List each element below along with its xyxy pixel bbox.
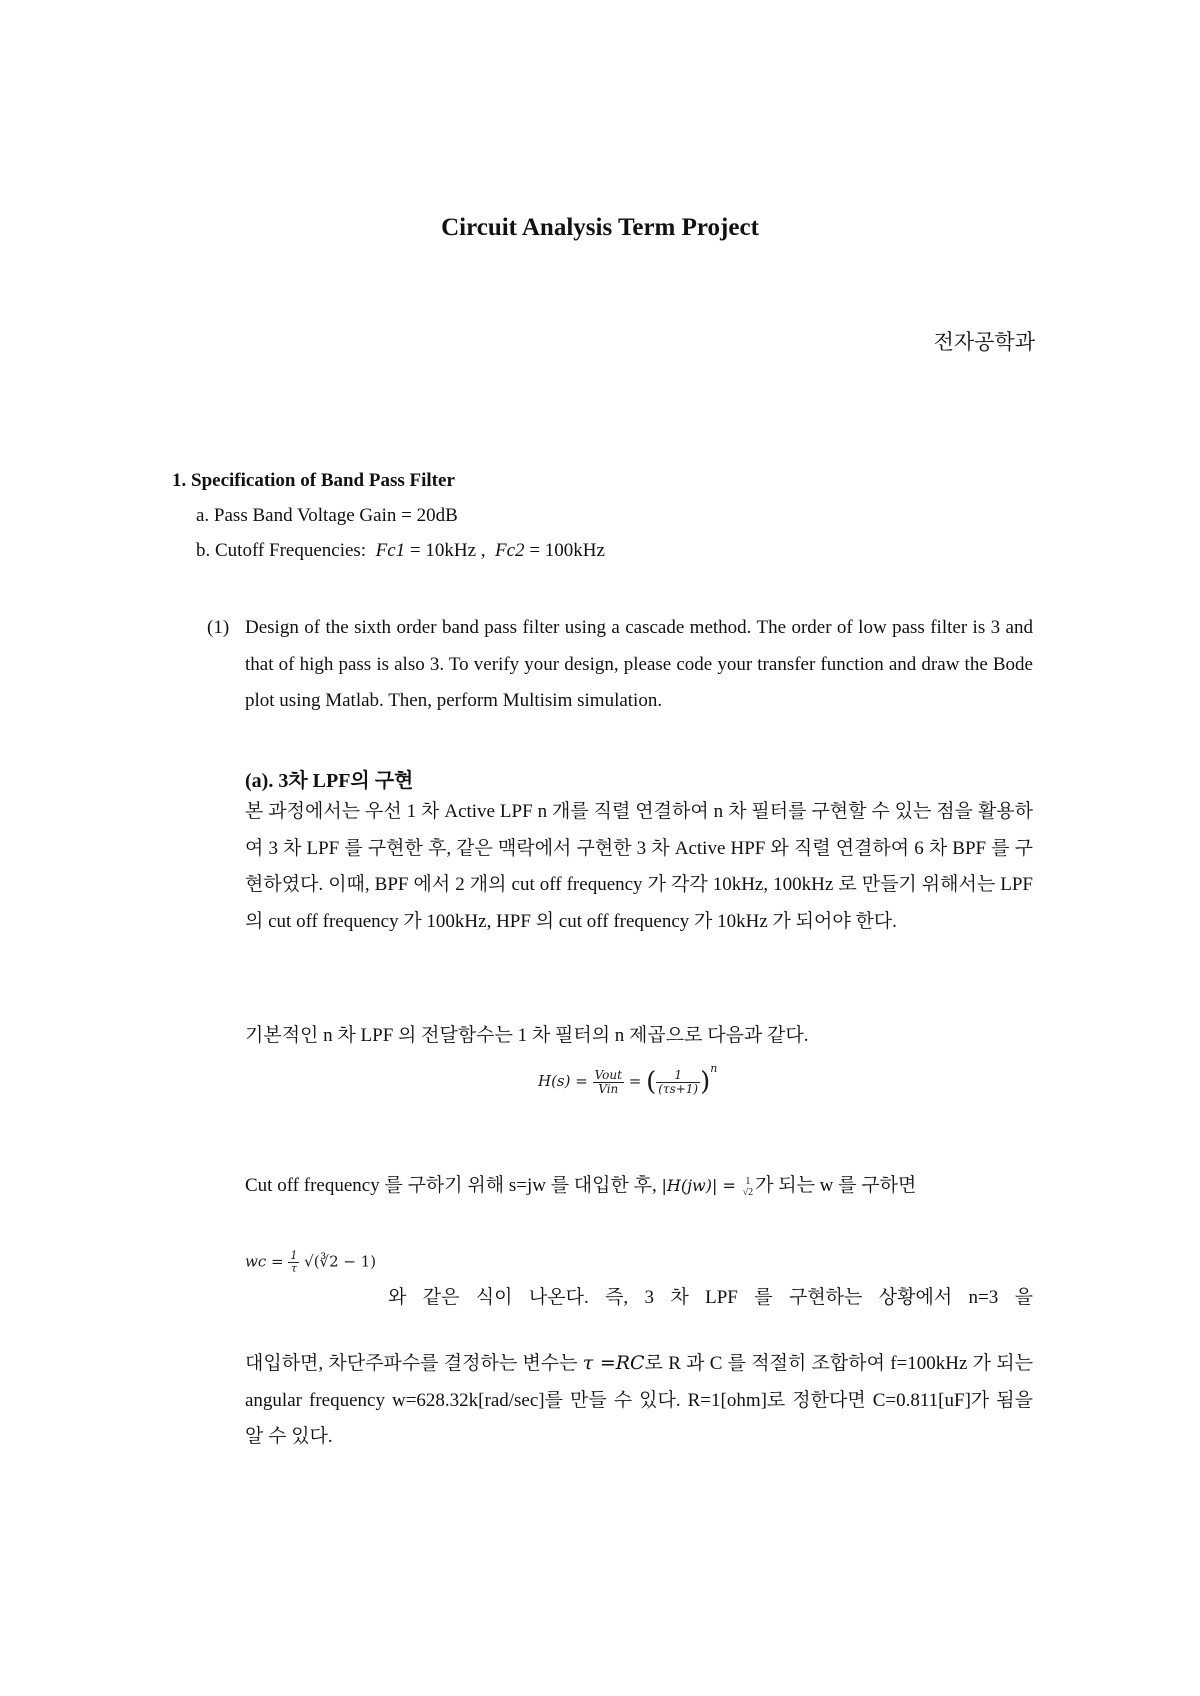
eq3-frac-num: 1 (290, 1249, 298, 1262)
section-heading: 1. Specification of Band Pass Filter (172, 470, 455, 491)
paragraph-cutoff (245, 1170, 916, 1198)
rc-text-start: 대입하면, 차단주파수를 결정하는 변수는 (245, 1353, 578, 1374)
subsection-heading: (a). 3차 LPF의 구현 (245, 770, 414, 792)
fc1-value: = 10kHz , (409, 540, 486, 561)
fc2-symbol: Fc2 (495, 540, 525, 561)
cutoff-omega-equation (245, 1250, 376, 1275)
item-number: (1) (207, 617, 230, 638)
eq1-open-paren: ( (646, 1067, 657, 1097)
paragraph-lpf-method: 본 과정에서는 우선 1 차 Active LPF n 개를 직렬 연결하여 n 차 필터를 구현할 수 있는 점을 활용하여 3 차 LPF 를 구현한 후, 같은 맥락에서 구현한 3 차 Active HPF 와 직렬 연결하여 6 차 BPF 를 구현하였다. 이때, BPF 에서 2 개의 cut off frequency 가 각각 10kHz, 100kHz 로 만들기 위해서는 LPF 의 cut off frequency 가 100kHz, HPF 의 cut off frequency 가 10kHz 가 되어야 한다. (245, 801, 1033, 932)
cutoff-text-after: 가 되는 w 를 구하면 (755, 1175, 917, 1196)
paragraph-result-line1: 와 같은 식이 나온다. 즉, 3 차 LPF 를 구현하는 상황에서 n=3 을 (388, 1287, 1033, 1308)
magnitude-equation: |H(jw)| = (661, 1176, 736, 1195)
eq1-frac1-den: Vin (598, 1081, 619, 1096)
eq1-lhs: H(s) = (538, 1072, 588, 1090)
eq1-close-paren: ) (700, 1067, 711, 1097)
eq1-frac2-den: (τs+1) (658, 1081, 699, 1096)
document-title: Circuit Analysis Term Project (441, 214, 759, 241)
spec-gain: a. Pass Band Voltage Gain = 20dB (196, 505, 458, 526)
eq1-fraction-first-order (656, 1069, 700, 1096)
paragraph-transfer-function: 기본적인 n 차 LPF 의 전달함수는 1 차 필터의 n 제곱으로 다음과 같다. (245, 1025, 809, 1046)
spec-cutoff (196, 540, 605, 562)
eq1-exponent: n (710, 1062, 718, 1075)
eq3-frac-den: τ (290, 1262, 297, 1275)
item-description: Design of the sixth order band pass filter using a cascade method. The order of low pass filter is 3 and that of high pass is also 3. To verify your design, please code your transfer function and draw the Bode plot using Matlab. Then, perform Multisim simulation. (245, 617, 1033, 711)
department-label: 전자공학과 (933, 330, 1035, 354)
eq1-frac2-num: 1 (656, 1069, 700, 1083)
eq1-equals: = (628, 1072, 642, 1090)
eq3-fraction (288, 1250, 299, 1275)
rc-text-rest: 로 R 과 C 를 적절히 조합하여 f=100kHz 가 되는 angular frequency w=628.32k[rad/sec]를 만들 수 있다. R=1[ohm]로 정한다면 C=0.811[uF]가 됨을 알 수 있다. (245, 1353, 1033, 1447)
cutoff-text-before: Cut off frequency 를 구하기 위해 s=jw 를 대입한 후, (245, 1175, 657, 1196)
paragraph-rc-choice (245, 1345, 1033, 1456)
spec-cutoff-label: b. Cutoff Frequencies: (196, 540, 367, 561)
inv-sqrt2-num: 1 (745, 1175, 751, 1187)
eq1-fraction-vout-vin (593, 1069, 624, 1096)
eq1-frac1-num: Vout (594, 1067, 622, 1082)
eq3-lhs: wc = (245, 1252, 284, 1271)
fc2-value: = 100kHz (529, 540, 605, 561)
tau-equation: τ =RC (582, 1352, 645, 1374)
inv-sqrt2-den: √2 (742, 1186, 754, 1198)
inv-sqrt2-fraction (741, 1176, 756, 1198)
fc1-symbol: Fc1 (375, 540, 406, 561)
transfer-function-equation (538, 1062, 717, 1097)
eq3-root: √(∛2 − 1) (304, 1252, 377, 1271)
